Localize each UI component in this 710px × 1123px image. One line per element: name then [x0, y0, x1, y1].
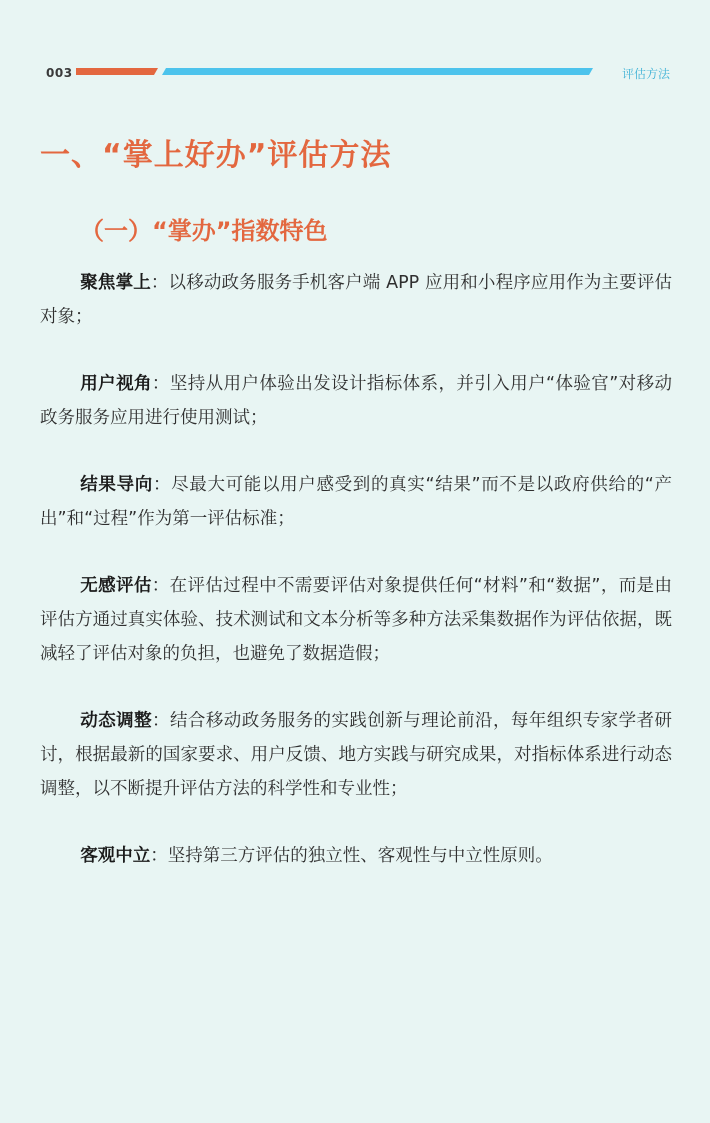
paragraph-focus-mobile — [40, 266, 672, 334]
paragraph-objective-neutral — [40, 839, 672, 873]
page-number: 003 — [46, 66, 73, 80]
paragraph-text: ：结合移动政务服务的实践创新与理论前沿，每年组织专家学者研讨，根据最新的国家要求、用户反馈、地方实践与研究成果，对指标体系进行动态调整，以不断提升评估方法的科学性和专业性； — [40, 711, 672, 799]
section-title: （一）“掌办”指数特色 — [80, 217, 328, 245]
paragraph-text: ：坚持第三方评估的独立性、客观性与中立性原则。 — [150, 846, 553, 866]
content-body — [40, 266, 672, 906]
header-blue-bar — [162, 68, 593, 75]
paragraph-dynamic-adjustment — [40, 704, 672, 806]
paragraph-text: ：坚持从用户体验出发设计指标体系，并引入用户“体验官”对移动政务服务应用进行使用测试； — [40, 374, 672, 428]
paragraph-text: ：尽最大可能以用户感受到的真实“结果”而不是以政府供给的“产出”和“过程”作为第一评估标准； — [40, 475, 673, 529]
chapter-title: 一、“掌上好办”评估方法 — [40, 138, 392, 173]
header-decoration — [0, 0, 710, 90]
paragraph-text: ：在评估过程中不需要评估对象提供任何“材料”和“数据”，而是由评估方通过真实体验、技术测试和文本分析等多种方法采集数据作为评估依据，既减轻了评估对象的负担，也避免了数据造假； — [40, 576, 673, 664]
page-header — [0, 0, 710, 90]
paragraph-result-oriented — [40, 468, 672, 536]
paragraph-term: 聚焦掌上 — [80, 273, 151, 293]
paragraph-term: 动态调整 — [80, 711, 153, 731]
header-orange-bar — [76, 68, 158, 75]
paragraph-user-perspective — [40, 367, 672, 435]
paragraph-term: 用户视角 — [80, 374, 152, 394]
paragraph-term: 结果导向 — [80, 475, 153, 495]
paragraph-text: ：以移动政务服务手机客户端 APP 应用和小程序应用作为主要评估对象； — [40, 273, 673, 327]
paragraph-seamless-evaluation — [40, 569, 672, 671]
paragraph-term: 无感评估 — [80, 576, 152, 596]
paragraph-term: 客观中立 — [80, 846, 151, 866]
section-label: 评估方法 — [621, 67, 670, 81]
